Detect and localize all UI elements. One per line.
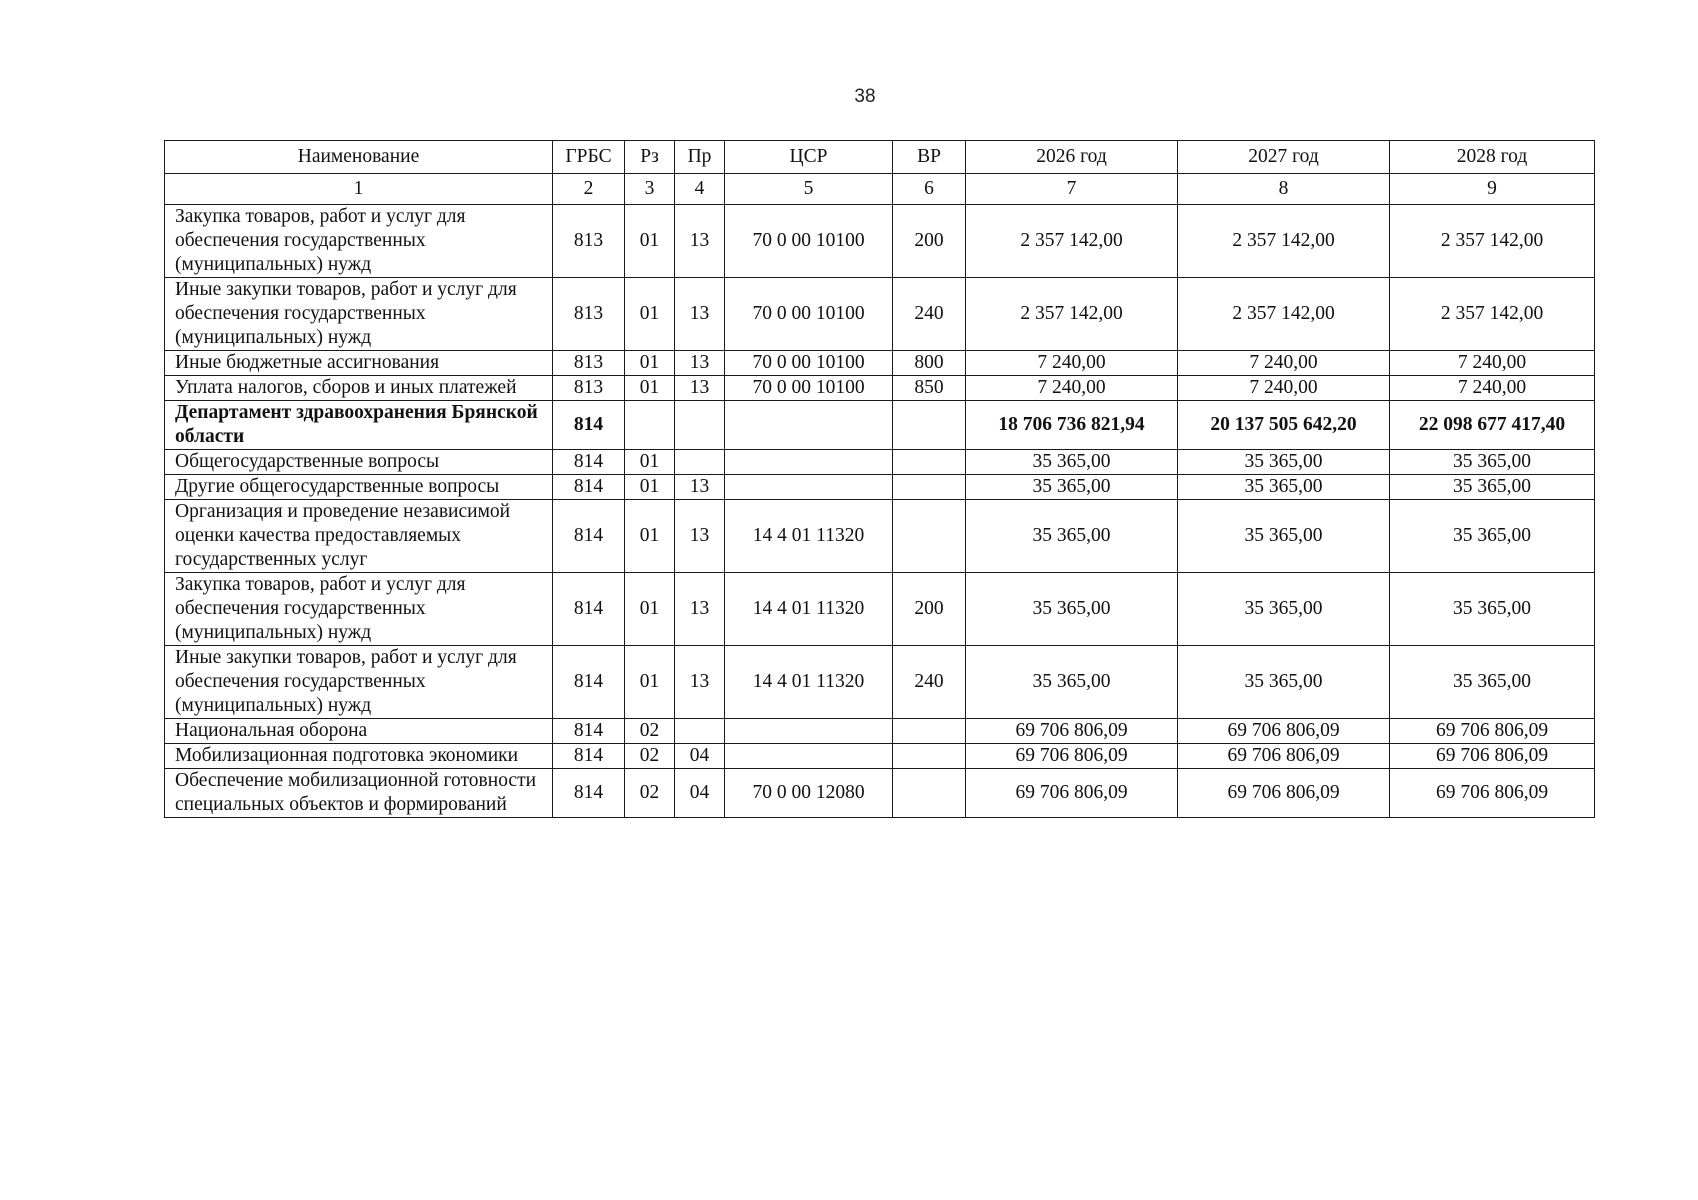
row-rz-cell: 01	[625, 646, 675, 719]
row-rz-cell: 02	[625, 769, 675, 818]
row-csr-cell: 70 0 00 10100	[725, 278, 893, 351]
header-vr: ВР	[893, 141, 966, 174]
table-row	[165, 719, 1595, 744]
row-grbs-cell: 814	[553, 646, 625, 719]
header-rz: Рз	[625, 141, 675, 174]
row-rz-cell: 01	[625, 205, 675, 278]
column-number: 4	[675, 174, 725, 205]
row-2028-cell: 2 357 142,00	[1390, 278, 1595, 351]
row-2028-cell: 35 365,00	[1390, 475, 1595, 500]
row-2028-cell: 22 098 677 417,40	[1390, 401, 1595, 450]
row-csr-cell: 14 4 01 11320	[725, 500, 893, 573]
row-name-cell: Национальная оборона	[165, 719, 553, 744]
row-2026-cell: 18 706 736 821,94	[966, 401, 1178, 450]
row-pr-cell	[675, 719, 725, 744]
row-name-cell: Иные закупки товаров, работ и услуг для обеспечения государственных (муниципальных) нужд	[165, 646, 553, 719]
row-vr-cell	[893, 769, 966, 818]
header-pr: Пр	[675, 141, 725, 174]
column-number: 2	[553, 174, 625, 205]
row-2028-cell: 69 706 806,09	[1390, 744, 1595, 769]
row-grbs-cell: 814	[553, 401, 625, 450]
row-2027-cell: 35 365,00	[1178, 646, 1390, 719]
row-vr-cell	[893, 401, 966, 450]
row-csr-cell	[725, 719, 893, 744]
row-rz-cell: 01	[625, 573, 675, 646]
row-rz-cell: 01	[625, 450, 675, 475]
row-2028-cell: 69 706 806,09	[1390, 769, 1595, 818]
row-rz-cell: 01	[625, 475, 675, 500]
row-vr-cell	[893, 744, 966, 769]
row-pr-cell: 13	[675, 646, 725, 719]
row-rz-cell: 01	[625, 278, 675, 351]
row-2026-cell: 69 706 806,09	[966, 719, 1178, 744]
column-number-row	[165, 174, 1595, 205]
column-number: 6	[893, 174, 966, 205]
table-row	[165, 500, 1595, 573]
row-2026-cell: 69 706 806,09	[966, 744, 1178, 769]
row-2026-cell: 35 365,00	[966, 475, 1178, 500]
row-2027-cell: 2 357 142,00	[1178, 278, 1390, 351]
row-2028-cell: 35 365,00	[1390, 646, 1595, 719]
row-rz-cell	[625, 401, 675, 450]
row-pr-cell	[675, 401, 725, 450]
row-csr-cell	[725, 401, 893, 450]
row-name-cell: Закупка товаров, работ и услуг для обеспечения государственных (муниципальных) нужд	[165, 573, 553, 646]
row-vr-cell: 850	[893, 376, 966, 401]
row-2026-cell: 2 357 142,00	[966, 278, 1178, 351]
row-name-cell: Закупка товаров, работ и услуг для обеспечения государственных (муниципальных) нужд	[165, 205, 553, 278]
row-vr-cell	[893, 500, 966, 573]
row-2028-cell: 35 365,00	[1390, 450, 1595, 475]
row-name-cell: Другие общегосударственные вопросы	[165, 475, 553, 500]
header-2027: 2027 год	[1178, 141, 1390, 174]
row-2026-cell: 35 365,00	[966, 500, 1178, 573]
page-number: 38	[854, 86, 876, 107]
table-row	[165, 744, 1595, 769]
header-csr: ЦСР	[725, 141, 893, 174]
row-pr-cell: 13	[675, 500, 725, 573]
row-name-cell: Иные закупки товаров, работ и услуг для обеспечения государственных (муниципальных) нужд	[165, 278, 553, 351]
row-grbs-cell: 813	[553, 278, 625, 351]
row-name-cell: Обеспечение мобилизационной готовности специальных объектов и формирований	[165, 769, 553, 818]
row-2027-cell: 35 365,00	[1178, 500, 1390, 573]
row-vr-cell	[893, 719, 966, 744]
row-pr-cell	[675, 450, 725, 475]
table-row	[165, 573, 1595, 646]
header-name: Наименование	[165, 141, 553, 174]
row-2027-cell: 69 706 806,09	[1178, 719, 1390, 744]
column-number: 5	[725, 174, 893, 205]
row-rz-cell: 01	[625, 351, 675, 376]
row-2026-cell: 2 357 142,00	[966, 205, 1178, 278]
row-2027-cell: 35 365,00	[1178, 450, 1390, 475]
row-pr-cell: 13	[675, 376, 725, 401]
row-vr-cell	[893, 450, 966, 475]
row-2026-cell: 7 240,00	[966, 376, 1178, 401]
row-rz-cell: 02	[625, 744, 675, 769]
row-csr-cell: 70 0 00 10100	[725, 205, 893, 278]
column-number: 3	[625, 174, 675, 205]
row-pr-cell: 13	[675, 351, 725, 376]
row-2028-cell: 35 365,00	[1390, 573, 1595, 646]
row-grbs-cell: 813	[553, 205, 625, 278]
table-row	[165, 401, 1595, 450]
row-2026-cell: 35 365,00	[966, 450, 1178, 475]
row-grbs-cell: 814	[553, 744, 625, 769]
row-csr-cell: 14 4 01 11320	[725, 646, 893, 719]
row-2027-cell: 7 240,00	[1178, 376, 1390, 401]
row-vr-cell	[893, 475, 966, 500]
row-rz-cell: 01	[625, 376, 675, 401]
row-csr-cell: 70 0 00 12080	[725, 769, 893, 818]
row-vr-cell: 200	[893, 205, 966, 278]
row-pr-cell: 13	[675, 573, 725, 646]
header-2028: 2028 год	[1390, 141, 1595, 174]
row-csr-cell	[725, 744, 893, 769]
row-csr-cell: 14 4 01 11320	[725, 573, 893, 646]
row-2026-cell: 35 365,00	[966, 646, 1178, 719]
row-name-cell: Уплата налогов, сборов и иных платежей	[165, 376, 553, 401]
row-2027-cell: 69 706 806,09	[1178, 769, 1390, 818]
column-number: 8	[1178, 174, 1390, 205]
table-header-row	[165, 141, 1595, 174]
row-pr-cell: 13	[675, 475, 725, 500]
row-pr-cell: 04	[675, 744, 725, 769]
table-body	[165, 205, 1595, 818]
table-row	[165, 351, 1595, 376]
row-name-cell: Организация и проведение независимой оценки качества предоставляемых государственных услуг	[165, 500, 553, 573]
row-csr-cell	[725, 475, 893, 500]
row-grbs-cell: 814	[553, 719, 625, 744]
row-2028-cell: 69 706 806,09	[1390, 719, 1595, 744]
row-csr-cell: 70 0 00 10100	[725, 376, 893, 401]
row-grbs-cell: 814	[553, 769, 625, 818]
row-2028-cell: 7 240,00	[1390, 376, 1595, 401]
row-2027-cell: 69 706 806,09	[1178, 744, 1390, 769]
row-2027-cell: 2 357 142,00	[1178, 205, 1390, 278]
row-name-cell: Департамент здравоохранения Брянской области	[165, 401, 553, 450]
table-row	[165, 646, 1595, 719]
column-number: 7	[966, 174, 1178, 205]
row-vr-cell: 800	[893, 351, 966, 376]
row-2027-cell: 35 365,00	[1178, 573, 1390, 646]
row-2026-cell: 7 240,00	[966, 351, 1178, 376]
row-2028-cell: 2 357 142,00	[1390, 205, 1595, 278]
table-row	[165, 278, 1595, 351]
row-grbs-cell: 813	[553, 351, 625, 376]
row-vr-cell: 240	[893, 646, 966, 719]
row-name-cell: Иные бюджетные ассигнования	[165, 351, 553, 376]
table-row	[165, 205, 1595, 278]
table-row	[165, 376, 1595, 401]
row-pr-cell: 13	[675, 205, 725, 278]
row-vr-cell: 240	[893, 278, 966, 351]
row-vr-cell: 200	[893, 573, 966, 646]
row-2028-cell: 35 365,00	[1390, 500, 1595, 573]
row-csr-cell	[725, 450, 893, 475]
row-csr-cell: 70 0 00 10100	[725, 351, 893, 376]
row-2026-cell: 35 365,00	[966, 573, 1178, 646]
table-row	[165, 769, 1595, 818]
row-grbs-cell: 814	[553, 450, 625, 475]
row-2027-cell: 35 365,00	[1178, 475, 1390, 500]
row-rz-cell: 01	[625, 500, 675, 573]
column-number: 9	[1390, 174, 1595, 205]
row-2027-cell: 20 137 505 642,20	[1178, 401, 1390, 450]
budget-table	[164, 140, 1595, 818]
row-grbs-cell: 814	[553, 573, 625, 646]
row-name-cell: Мобилизационная подготовка экономики	[165, 744, 553, 769]
row-grbs-cell: 813	[553, 376, 625, 401]
row-grbs-cell: 814	[553, 500, 625, 573]
header-2026: 2026 год	[966, 141, 1178, 174]
row-name-cell: Общегосударственные вопросы	[165, 450, 553, 475]
row-2026-cell: 69 706 806,09	[966, 769, 1178, 818]
header-grbs: ГРБС	[553, 141, 625, 174]
row-grbs-cell: 814	[553, 475, 625, 500]
row-rz-cell: 02	[625, 719, 675, 744]
row-pr-cell: 04	[675, 769, 725, 818]
row-pr-cell: 13	[675, 278, 725, 351]
row-2027-cell: 7 240,00	[1178, 351, 1390, 376]
table-row	[165, 475, 1595, 500]
column-number: 1	[165, 174, 553, 205]
row-2028-cell: 7 240,00	[1390, 351, 1595, 376]
table-row	[165, 450, 1595, 475]
